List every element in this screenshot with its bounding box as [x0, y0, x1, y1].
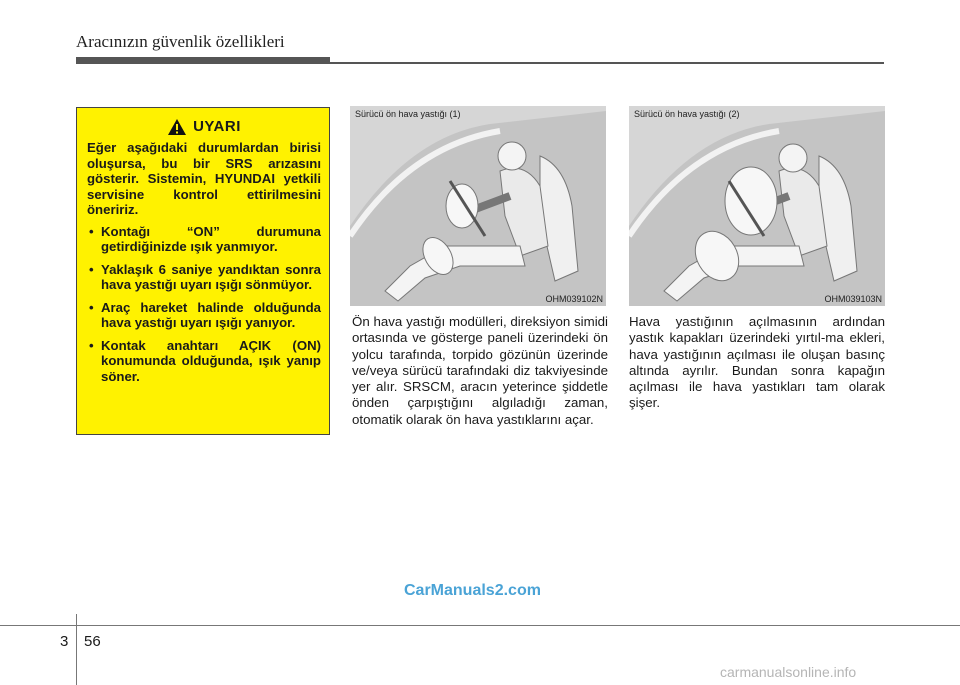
footer-rule-vertical: [76, 614, 77, 685]
warning-item: • Araç hareket halinde olduğunda hava yastığı uyarı ışığı yanıyor.: [87, 300, 321, 331]
warning-item: • Kontak anahtarı AÇIK (ON) konumunda olduğunda, ışık yanıp söner.: [87, 338, 321, 385]
figure-airbag-1: [350, 106, 606, 306]
warning-header: [87, 118, 321, 136]
header-rule-thin: [330, 62, 884, 64]
warning-item: • Kontağı “ON” durumuna getirdiğinizde ışık yanmıyor.: [87, 224, 321, 255]
warning-title: UYARI: [193, 118, 241, 136]
warning-box: [76, 107, 330, 435]
warning-list: [87, 224, 321, 385]
body-text-column-1: Ön hava yastığı modülleri, direksiyon simidi ortasında ve gösterge paneli üzerindeki ön yolcu tarafında, torpido gözünün üzerinde ve/veya sürücü tarafındaki diz takviyesinde yer alır. SRSCM, aracın yeterince şiddetle önden çarpıştığını algıladığı zaman, otomatik olarak ön hava yastıklarını açar.: [352, 314, 608, 427]
footer-site-watermark: carmanualsonline.info: [720, 664, 857, 680]
airbag-illustration-1: [350, 106, 606, 306]
warning-triangle-icon: [167, 118, 187, 136]
figure-caption: Sürücü ön hava yastığı (2): [634, 109, 740, 119]
figure-code: OHM039103N: [824, 294, 882, 304]
body-text-column-2: Hava yastığının açılmasının ardından yastık kapakları üzerindeki yırtıl-ma ekleri, hava yastığının açılması ile oluşan basınç altında ayrılır. Bundan sonra kapağın açılması ile hava yastıkları tam olarak şişer.: [629, 314, 885, 411]
warning-item: • Yaklaşık 6 saniye yandıktan sonra hava yastığı uyarı ışığı sönmüyor.: [87, 262, 321, 293]
footer-page-number: 56: [84, 633, 101, 650]
footer-rule-horizontal: [0, 625, 960, 626]
airbag-illustration-2: [629, 106, 885, 306]
footer-chapter-number: 3: [60, 633, 69, 650]
page-header-title: Aracınızın güvenlik özellikleri: [76, 32, 285, 51]
figure-code: OHM039102N: [545, 294, 603, 304]
figure-caption: Sürücü ön hava yastığı (1): [355, 109, 461, 119]
header-rule-thick: [76, 57, 330, 64]
warning-intro: Eğer aşağıdaki durumlardan birisi oluşursa, bu bir SRS arızasını gösterir. Sistemin, HYUNDAI yetkili servisine kontrol ettirilmesini öneririz.: [87, 140, 321, 217]
watermark-link[interactable]: CarManuals2.com: [404, 582, 541, 599]
figure-airbag-2: [629, 106, 885, 306]
